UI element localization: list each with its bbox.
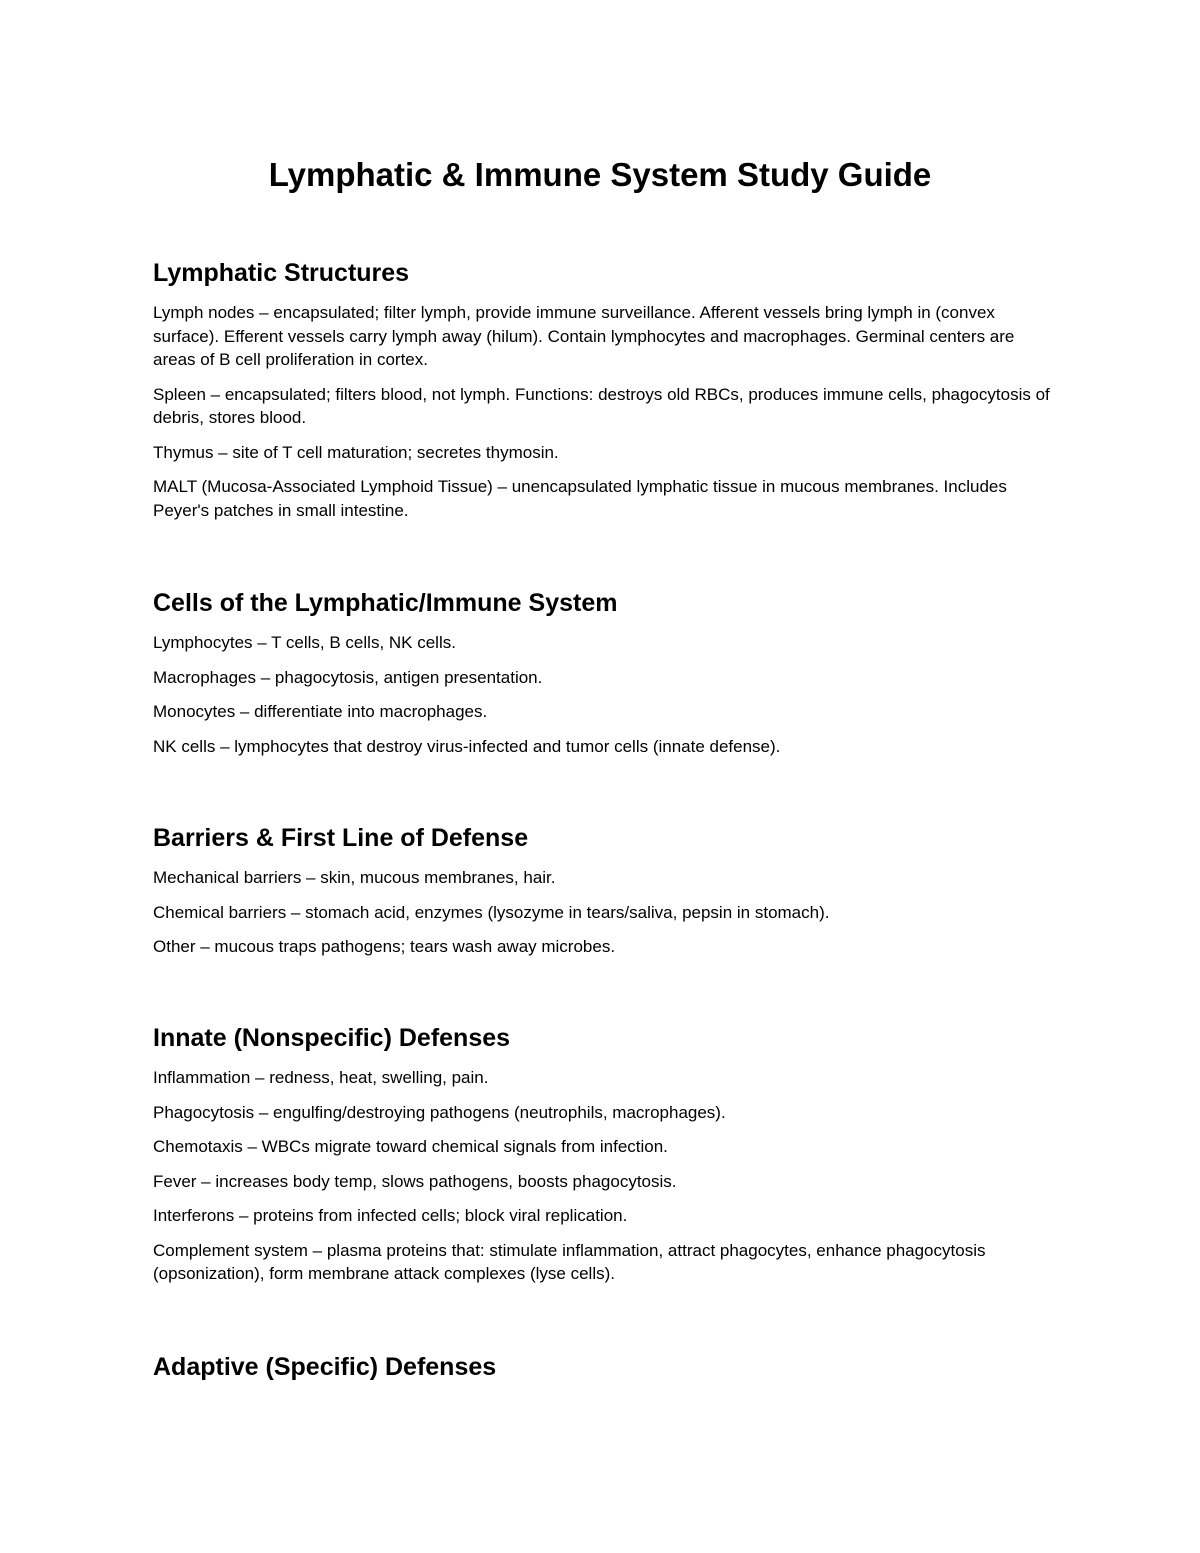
section-heading: Innate (Nonspecific) Defenses <box>153 1024 511 1052</box>
paragraph-mechanical-barriers: Mechanical barriers – skin, mucous membranes, hair. <box>153 868 556 887</box>
paragraph-nk-cells: NK cells – lymphocytes that destroy virus-infected and tumor cells (innate defense). <box>153 736 781 756</box>
paragraph-thymus: Thymus – site of T cell maturation; secretes thymosin. <box>153 442 559 462</box>
paragraph-lymph-nodes: Lymph nodes – encapsulated; filter lymph, provide immune surveillance. Afferent vessels bring lymph in (convex surface). Efferent vessels carry lymph away (hilum). Contain lymphocytes and macrophages. Germinal centers are areas of B cell proliferation in cortex. <box>153 303 1015 369</box>
paragraph-fever: Fever – increases body temp, slows pathogens, boosts phagocytosis. <box>153 1171 677 1191</box>
section-innate-defenses <box>153 1021 1053 1297</box>
paragraph-interferons: Interferons – proteins from infected cells; block viral replication. <box>153 1206 628 1225</box>
section-heading: Adaptive (Specific) Defenses <box>153 1353 497 1381</box>
paragraph-chemical-barriers: Chemical barriers – stomach acid, enzymes (lysozyme in tears/saliva, pepsin in stomach). <box>153 902 830 922</box>
document-title: Lymphatic & Immune System Study Guide <box>268 156 932 193</box>
paragraph-spleen: Spleen – encapsulated; filters blood, not lymph. Functions: destroys old RBCs, produces immune cells, phagocytosis of debris, stores blood. <box>153 384 1050 427</box>
paragraph-monocytes: Monocytes – differentiate into macrophages. <box>153 702 488 721</box>
section-lymphatic-structures <box>153 256 1053 533</box>
section-barriers <box>153 821 1053 970</box>
paragraph-lymphocytes: Lymphocytes – T cells, B cells, NK cells. <box>153 633 456 652</box>
paragraph-phagocytosis: Phagocytosis – engulfing/destroying pathogens (neutrophils, macrophages). <box>153 1102 726 1122</box>
section-heading: Barriers & First Line of Defense <box>153 824 529 852</box>
section-heading: Lymphatic Structures <box>153 259 410 287</box>
paragraph-malt: MALT (Mucosa-Associated Lymphoid Tissue) – unencapsulated lymphatic tissue in mucous membranes. Includes Peyer's patches in small intestine. <box>153 477 1007 520</box>
section-cells <box>153 586 1053 769</box>
paragraph-other-barriers: Other – mucous traps pathogens; tears wash away microbes. <box>153 937 616 956</box>
paragraph-chemotaxis: Chemotaxis – WBCs migrate toward chemical signals from infection. <box>153 1137 668 1156</box>
section-adaptive-defenses <box>153 1350 1053 1395</box>
paragraph-inflammation: Inflammation – redness, heat, swelling, pain. <box>153 1068 489 1087</box>
section-heading: Cells of the Lymphatic/Immune System <box>153 589 618 617</box>
paragraph-macrophages: Macrophages – phagocytosis, antigen presentation. <box>153 667 543 687</box>
paragraph-complement-system: Complement system – plasma proteins that: stimulate inflammation, attract phagocytes, enhance phagocytosis (opsonization), form membrane attack complexes (lyse cells). <box>153 1240 986 1283</box>
